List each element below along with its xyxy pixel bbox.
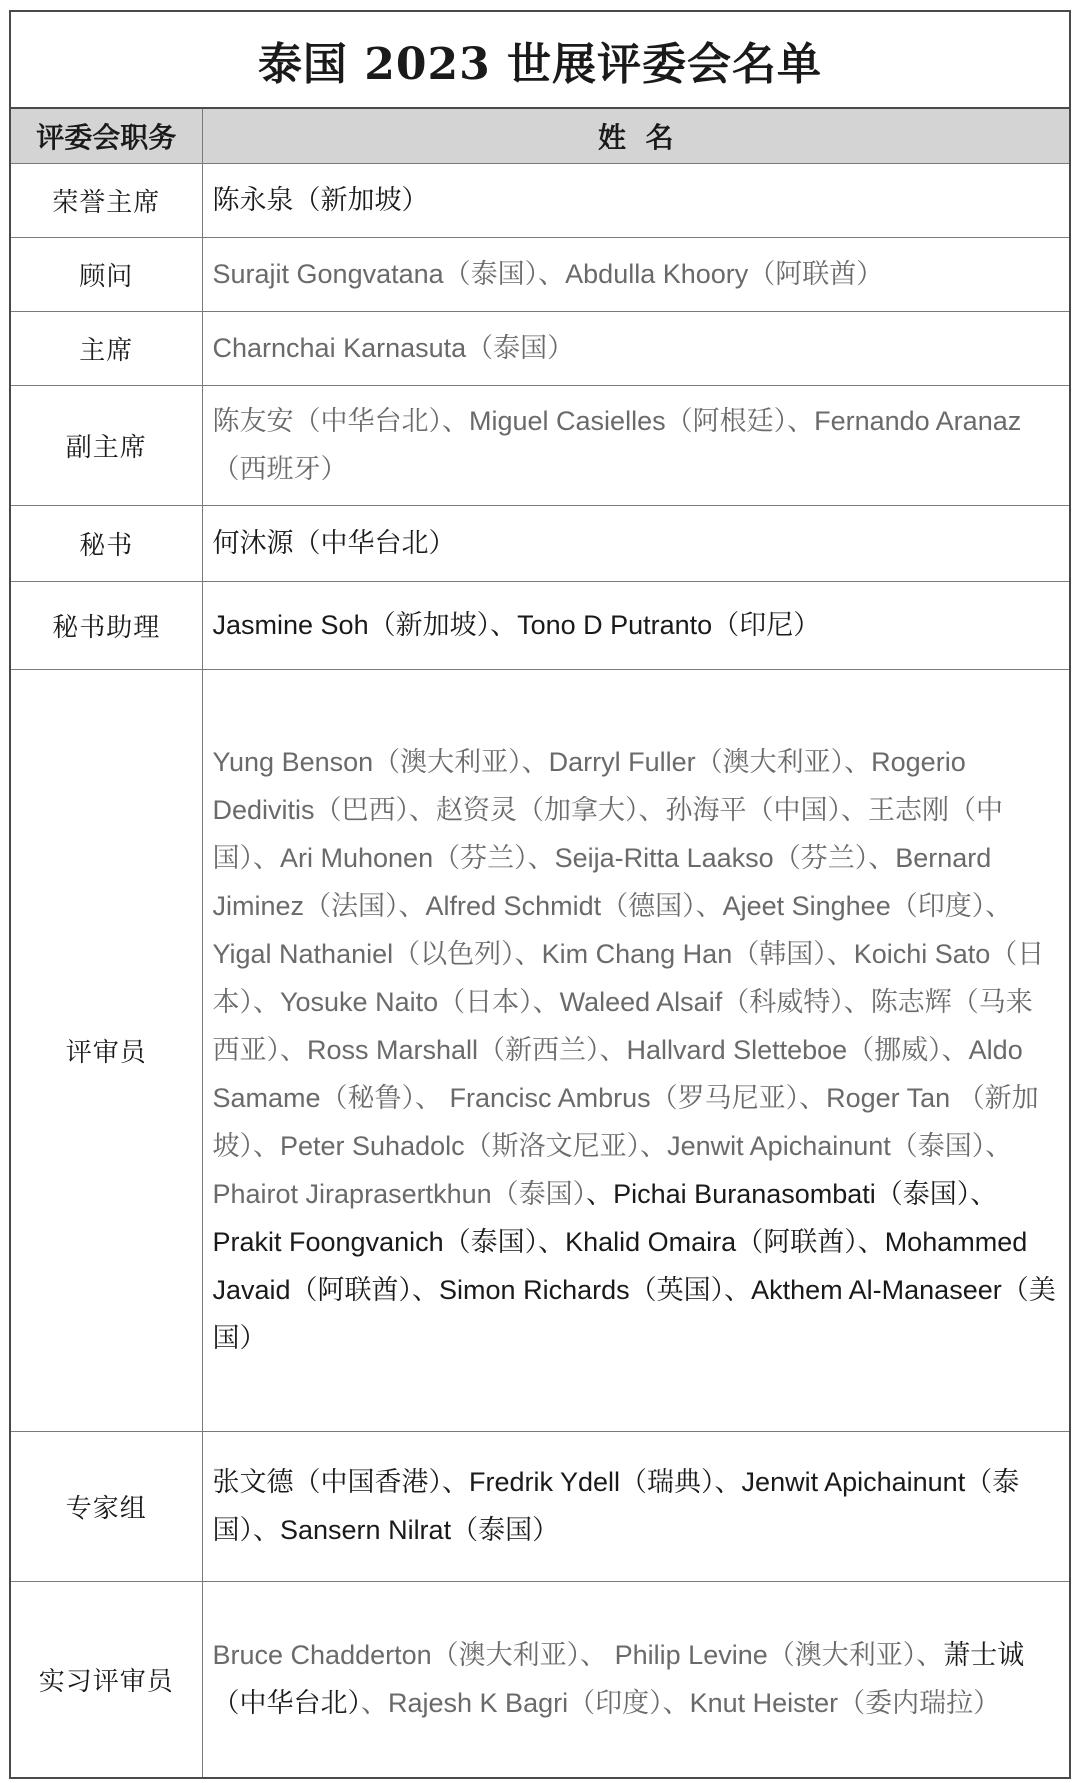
names-jurors-part2: 、Pichai Buranasombati（泰国）、Prakit Foongvanich（泰国）、Khalid Omaira（阿联酋）、Mohammed Javaid（阿联酋）、Simon Richards（英国）、Akthem Al-Manaseer（美国） [212, 1179, 1056, 1353]
role-expert-group: 专家组 [11, 1431, 202, 1581]
table-row [11, 311, 1069, 385]
table-row [11, 669, 1069, 1431]
names-jurors [202, 669, 1069, 1431]
role-jurors: 评审员 [11, 669, 202, 1431]
names-apprentice-jurors [202, 1581, 1069, 1777]
header-name: 姓 名 [202, 109, 1069, 163]
table-row [11, 163, 1069, 237]
names-chair: Charnchai Karnasuta（泰国） [202, 311, 1069, 385]
role-chair: 主席 [11, 311, 202, 385]
names-apprentice-part1: Bruce Chadderton（澳大利亚）、 Philip Levine（澳大利亚）、 [212, 1640, 944, 1671]
table-row [11, 385, 1069, 505]
names-assistant-secretary: Jasmine Soh（新加坡）、Tono D Putranto（印尼） [202, 581, 1069, 669]
committee-grid [11, 109, 1069, 1777]
names-expert-group: 张文德（中国香港）、Fredrik Ydell（瑞典）、Jenwit Apichainunt（泰国）、Sansern Nilrat（泰国） [202, 1431, 1069, 1581]
role-secretary: 秘书 [11, 505, 202, 581]
names-advisor: Surajit Gongvatana（泰国）、Abdulla Khoory（阿联酋） [202, 237, 1069, 311]
table-row [11, 505, 1069, 581]
names-vice-chair: 陈友安（中华台北）、Miguel Casielles（阿根廷）、Fernando Aranaz（西班牙） [202, 385, 1069, 505]
table-row [11, 1431, 1069, 1581]
header-role: 评委会职务 [11, 109, 202, 163]
table-row [11, 581, 1069, 669]
role-advisor: 顾问 [11, 237, 202, 311]
role-vice-chair: 副主席 [11, 385, 202, 505]
names-honorary-chair: 陈永泉（新加坡） [202, 163, 1069, 237]
role-apprentice-jurors: 实习评审员 [11, 1581, 202, 1777]
committee-table [9, 10, 1071, 1779]
page-title: 泰国 2023 世展评委会名单 [11, 12, 1069, 109]
names-apprentice-part3: 、Rajesh K Bagri（印度）、Knut Heister（委内瑞拉） [361, 1688, 1001, 1719]
names-secretary: 何沐源（中华台北） [202, 505, 1069, 581]
table-header-row [11, 109, 1069, 163]
table-row [11, 1581, 1069, 1777]
names-apprentice-part2: 萧士诚（中华台北） [212, 1640, 1025, 1719]
table-row [11, 237, 1069, 311]
role-assistant-secretary: 秘书助理 [11, 581, 202, 669]
names-jurors-part1: Yung Benson（澳大利亚）、Darryl Fuller（澳大利亚）、Rogerio Dedivitis（巴西）、赵资灵（加拿大）、孙海平（中国）、王志刚（中国）、Ari Muhonen（芬兰）、Seija-Ritta Laakso（芬兰）、Bernard Jiminez（法国）、Alfred Schmidt（德国）、Ajeet Singhee（印度）、Yigal Nathaniel（以色列）、Kim Chang Han（韩国）、Koichi Sato（日本）、Yosuke Naito（日本）、Waleed Alsaif（科威特）、陈志辉（马来西亚）、Ross Marshall（新西兰）、Hallvard Sletteboe（挪威）、Aldo Samame（秘鲁）、 Francisc Ambrus（罗马尼亚）、Roger Tan （新加坡）、Peter Suhadolc（斯洛文尼亚）、Jenwit Apichainunt（泰国）、Phairot Jiraprasertkhun（泰国） [212, 747, 1045, 1209]
role-honorary-chair: 荣誉主席 [11, 163, 202, 237]
